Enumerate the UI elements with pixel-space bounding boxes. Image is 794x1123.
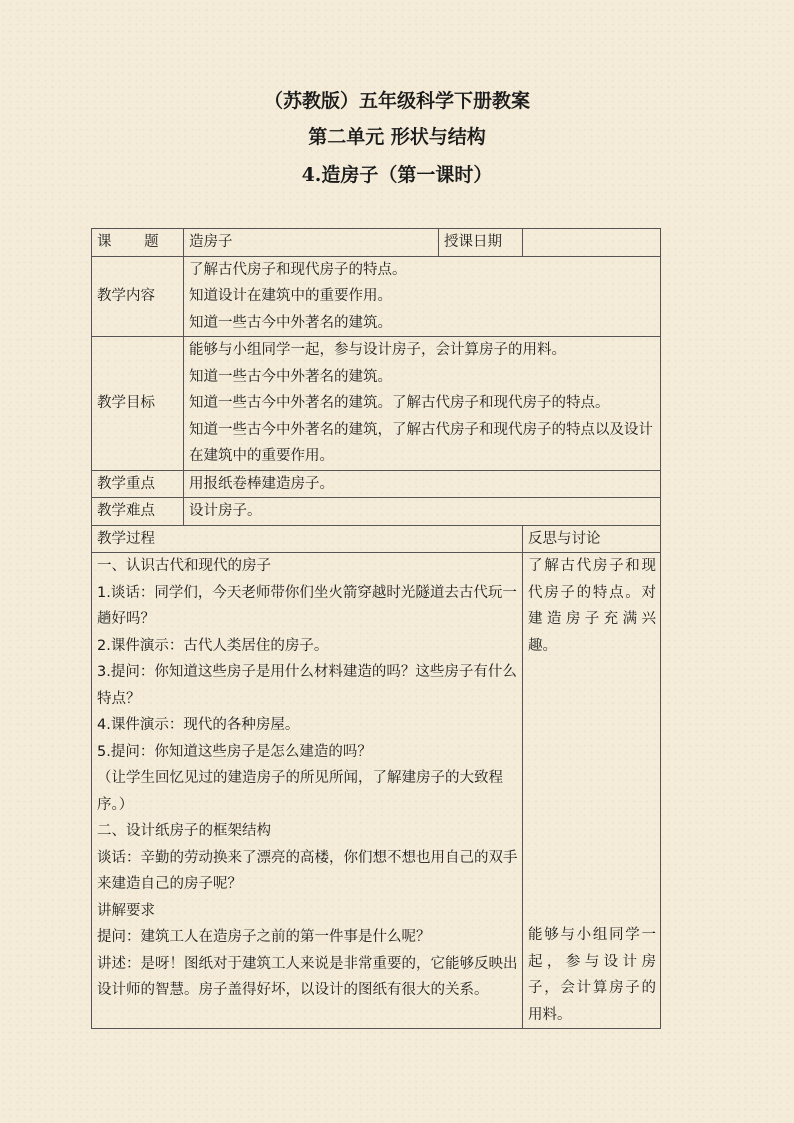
process-line: 5.提问：你知道这些房子是怎么建造的吗？ <box>97 743 372 760</box>
reflection-note: 能够与小组同学一起，参与设计房子，会计算房子的用料。 <box>528 927 656 1023</box>
difficulty-label: 教学难点 <box>92 498 184 526</box>
document-title: （苏教版）五年级科学下册教案 <box>263 90 530 112</box>
process-line: 4.课件演示：现代的各种房屋。 <box>97 717 300 733</box>
unit-title: 第二单元 形状与结构 <box>308 126 486 148</box>
difficulty-row <box>92 498 661 526</box>
content-line: 知道设计在建筑中的重要作用。 <box>189 288 392 304</box>
content-cell <box>184 256 661 337</box>
reflection-cell <box>523 553 661 1029</box>
process-label: 教学过程 <box>92 525 523 553</box>
goal-line: 知道一些古今中外著名的建筑。了解古代房子和现代房子的特点。 <box>189 395 610 411</box>
process-header-row <box>92 525 661 553</box>
topic-label: 课 题 <box>92 229 184 257</box>
key-value: 用报纸卷棒建造房子。 <box>184 470 661 498</box>
title-block <box>0 84 794 194</box>
reflection-note: 了解古代房子和现代房子的特点。对建造房子充满兴趣。 <box>528 558 656 654</box>
process-line: 2.课件演示：古代人类居住的房子。 <box>97 637 329 654</box>
process-line: 谈话：辛勤的劳动换来了漂亮的高楼，你们想不想也用自己的双手来建造自己的房子呢？ <box>97 849 518 892</box>
goals-row <box>92 337 661 471</box>
date-value <box>523 229 661 257</box>
content-line: 了解古代房子和现代房子的特点。 <box>189 261 407 278</box>
goals-label: 教学目标 <box>92 337 184 471</box>
topic-value: 造房子 <box>184 229 439 257</box>
content-row <box>92 256 661 337</box>
key-row <box>92 470 661 498</box>
content-line: 知道一些古今中外著名的建筑。 <box>189 314 392 331</box>
process-line: 1.谈话：同学们，今天老师带你们坐火箭穿越时光隧道去古代玩一趟好吗？ <box>97 584 517 627</box>
goals-cell <box>184 337 661 471</box>
lesson-title: 4.造房子（第一课时） <box>301 164 493 186</box>
date-label: 授课日期 <box>439 229 523 257</box>
process-line: （让学生回忆见过的建造房子的所见所闻，了解建房子的大致程序。） <box>97 770 503 813</box>
goal-line: 知道一些古今中外著名的建筑。 <box>189 368 392 385</box>
lesson-plan-table <box>91 228 661 1029</box>
process-line: 一、认识古代和现代的房子 <box>97 558 271 574</box>
process-line: 提问：建筑工人在造房子之前的第一件事是什么呢？ <box>97 929 431 945</box>
process-line: 讲述：是呀！图纸对于建筑工人来说是非常重要的，它能够反映出设计师的智慧。房子盖得好坏，以设计的图纸有很大的关系。 <box>97 955 518 998</box>
goal-line: 能够与小组同学一起，参与设计房子，会计算房子的用料。 <box>189 342 566 358</box>
reflection-label: 反思与讨论 <box>523 525 661 553</box>
difficulty-value: 设计房子。 <box>184 498 661 526</box>
process-line: 二、设计纸房子的框架结构 <box>97 823 271 839</box>
topic-row <box>92 229 661 257</box>
process-cell <box>92 553 523 1029</box>
goal-line: 知道一些古今中外著名的建筑，了解古代房子和现代房子的特点以及设计在建筑中的重要作用。 <box>189 421 653 464</box>
key-label: 教学重点 <box>92 470 184 498</box>
process-line: 讲解要求 <box>97 902 155 919</box>
process-row <box>92 553 661 1029</box>
process-line: 3.提问：你知道这些房子是用什么材料建造的吗？这些房子有什么特点？ <box>97 664 517 707</box>
content-label: 教学内容 <box>92 256 184 337</box>
